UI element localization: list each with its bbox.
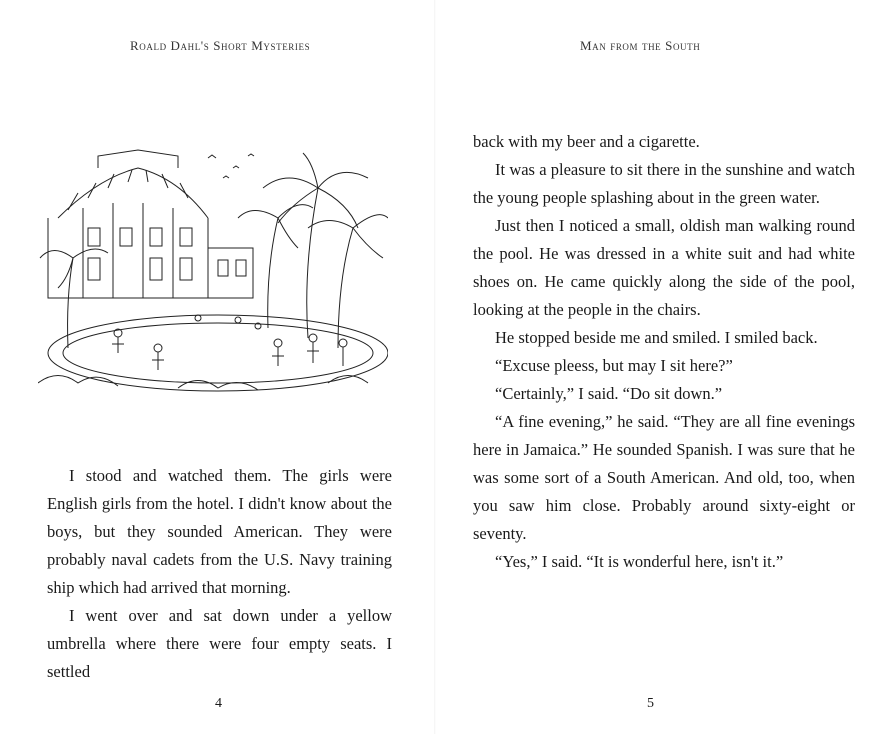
paragraph: back with my beer and a cigarette. [473,132,700,151]
paragraph: “Certainly,” I said. “Do sit down.” [495,384,723,403]
paragraph: “Yes,” I said. “It is wonderful here, isn't it.” [495,552,784,571]
left-body-text [47,462,392,686]
paragraph: “Excuse pleess, but may I sit here?” [495,356,733,375]
paragraph: I went over and sat down under a yellow umbrella where there were four empty seats. I settled [47,606,392,681]
page-number-left: 4 [215,696,222,711]
right-body-text [473,128,855,576]
pool-scene-illustration [38,148,388,403]
page-number-right: 5 [647,696,654,711]
paragraph: Just then I noticed a small, oldish man walking round the pool. He was dressed in a white suit and had white shoes on. He came quickly along the side of the pool, looking at the people in the chairs. [473,216,855,319]
paragraph: I stood and watched them. The girls were English girls from the hotel. I didn't know about the boys, but they sounded American. They were probably naval cadets from the U.S. Navy training ship which had arrived that morning. [47,466,392,597]
paragraph: “A fine evening,” he said. “They are all fine evenings here in Jamaica.” He sounded Spanish. I was sure that he was some sort of a South American. And old, too, when you saw him close. Probably around sixty-eight or seventy. [473,412,855,543]
right-running-head: Man from the South [580,38,701,53]
left-running-head: Roald Dahl's Short Mysteries [130,38,311,53]
paragraph: He stopped beside me and smiled. I smiled back. [495,328,818,347]
paragraph: It was a pleasure to sit there in the sunshine and watch the young people splashing about in the green water. [473,160,855,207]
right-page [435,0,870,734]
